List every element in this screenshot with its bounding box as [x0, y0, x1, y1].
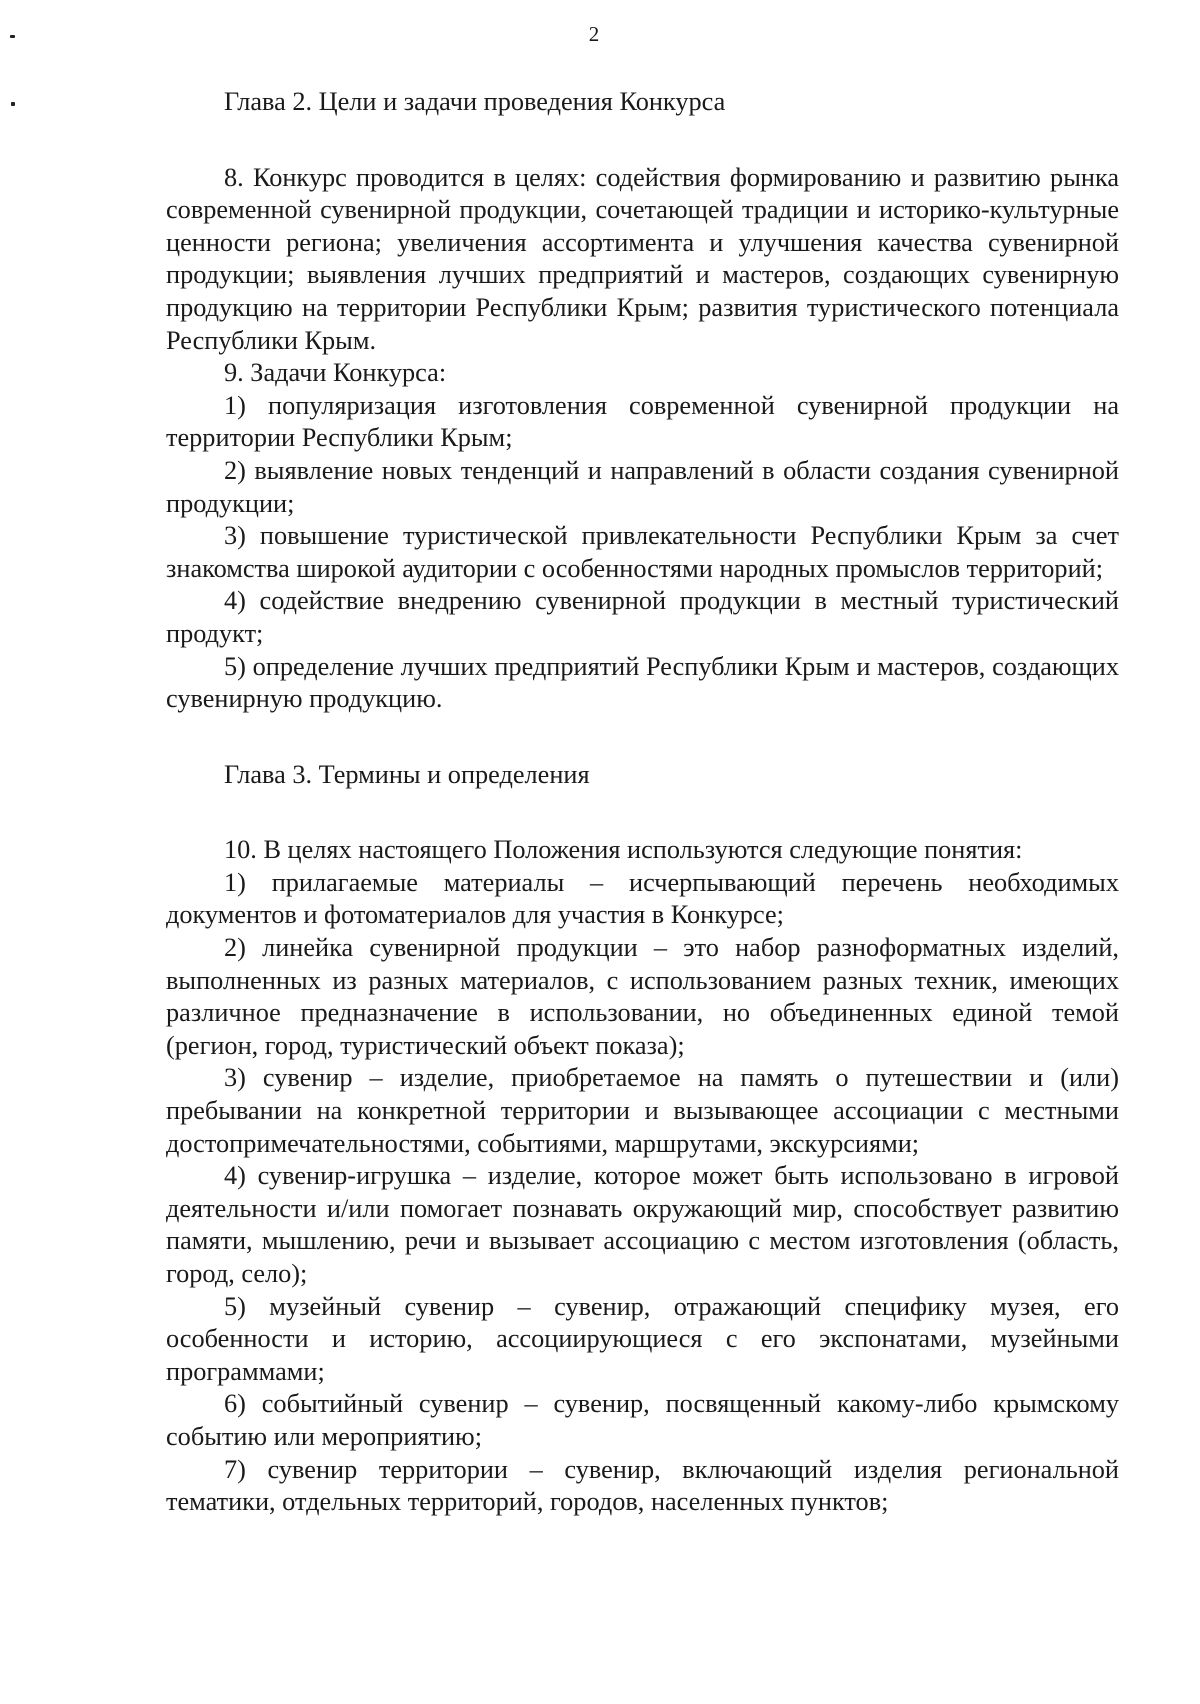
chapter-3-section: [166, 834, 1119, 1518]
task-item: 4) содействие внедрению сувенирной продукции в местный туристический продукт;: [166, 586, 1119, 648]
task-item: 2) выявление новых тенденций и направлений в области создания сувенирной продукции;: [166, 455, 1119, 518]
paragraph-10-intro: 10. В целях настоящего Положения используются следующие понятия:: [224, 835, 1023, 865]
task-item: 3) повышение туристической привлекательности Республики Крым за счет знакомства широкой аудитории с особенностями народных промыслов территорий;: [166, 521, 1119, 583]
chapter-3-title: Глава 3. Термины и определения: [224, 759, 590, 789]
chapter-2-title: Глава 2. Цели и задачи проведения Конкурса: [224, 87, 726, 116]
definition-item: 4) сувенир-игрушка – изделие, которое может быть использовано в игровой деятельности и/или помогает познавать окружающий мир, способствует развитию памяти, мышлению, речи и вызывает ассоциацию с местом изготовления (область, город, село);: [166, 1161, 1119, 1288]
task-item: 1) популяризация изготовления современной сувенирной продукции на территории Республики Крым;: [166, 390, 1119, 453]
definition-item: 2) линейка сувенирной продукции – это набор разноформатных изделий, выполненных из разных материалов, с использованием разных техник, имеющих различное предназначение в использовании, но объединенных единой темой (регион, город, туристический объект показа);: [166, 933, 1119, 1060]
definition-item: 3) сувенир – изделие, приобретаемое на память о путешествии и (или) пребывании на конкретной территории и вызывающее ассоциации с местными достопримечательностями, событиями, маршрутами, экскурсиями;: [166, 1063, 1119, 1158]
task-item: 5) определение лучших предприятий Республики Крым и мастеров, создающих сувенирную продукцию.: [166, 651, 1119, 714]
paragraph-9-tasks-heading: 9. Задачи Конкурса:: [224, 358, 447, 388]
paragraph-8-goals: 8. Конкурс проводится в целях: содействия формированию и развитию рынка современной сувенирной продукции, сочетающей традиции и историко-культурные ценности региона; увеличения ассортимента и улучшения качества сувенирной продукции; выявления лучших предприятий и мастеров, создающих сувенирную продукцию на территории Республики Крым; развития туристического потенциала Республики Крым.: [166, 162, 1119, 355]
definition-item: 7) сувенир территории – сувенир, включающий изделия региональной тематики, отдельных территорий, городов, населенных пунктов;: [166, 1454, 1119, 1517]
chapter-2-section: [166, 162, 1119, 716]
definition-item: 5) музейный сувенир – сувенир, отражающий специфику музея, его особенности и историю, ассоциирующиеся с его экспонатами, музейными программами;: [166, 1291, 1119, 1386]
definition-item: 1) прилагаемые материалы – исчерпывающий перечень необходимых документов и фотоматериалов для участия в Конкурсе;: [166, 867, 1119, 930]
document-body: [166, 86, 1119, 1519]
scan-speck: [11, 102, 15, 106]
page-number: 2: [588, 22, 600, 46]
definition-item: 6) событийный сувенир – сувенир, посвященный какому-либо крымскому событию или мероприятию;: [166, 1389, 1119, 1451]
